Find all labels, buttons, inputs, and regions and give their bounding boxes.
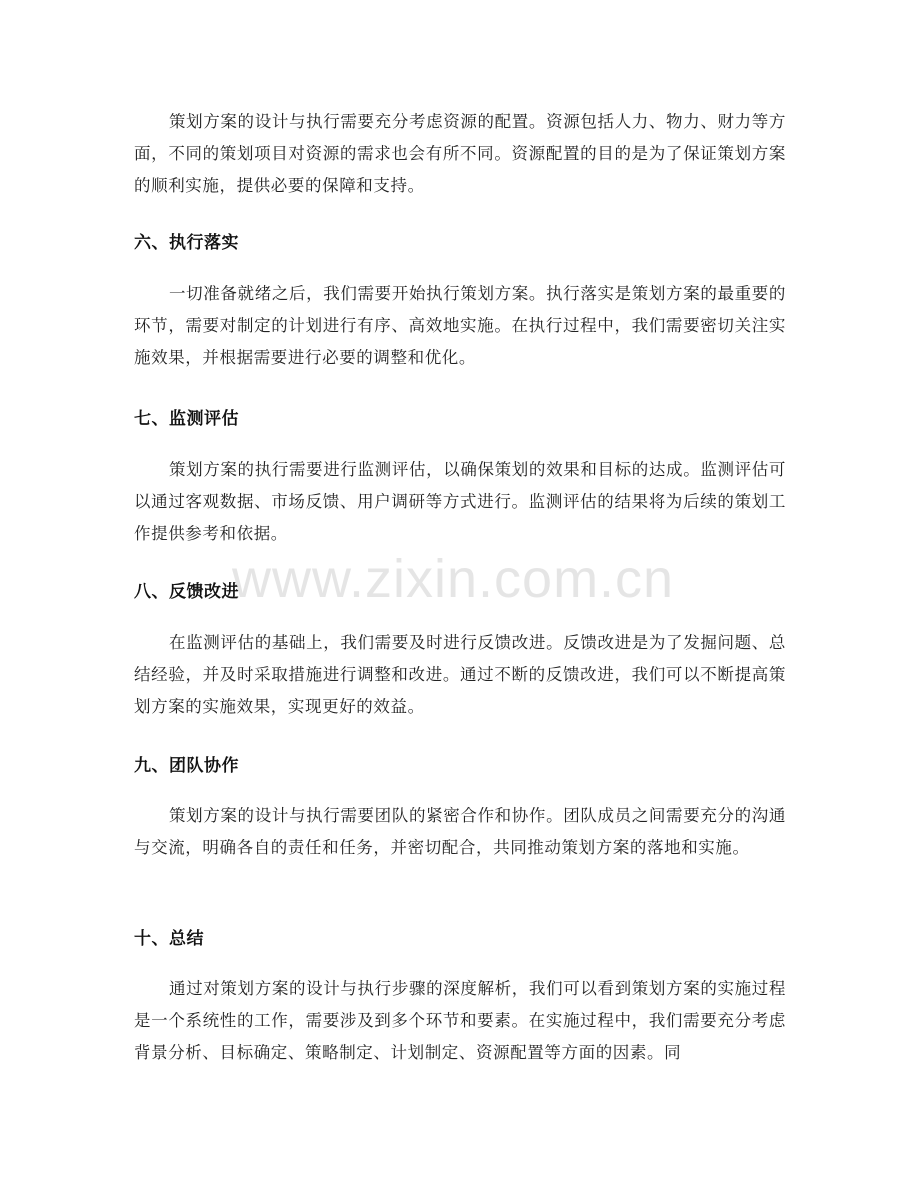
intro-paragraph: 策划方案的设计与执行需要充分考虑资源的配置。资源包括人力、物力、财力等方面，不同的策划项目对资源的需求也会有所不同。资源配置的目的是为了保证策划方案的顺利实施，提供必要的保障和支持。 [134, 112, 786, 195]
section-heading-6: 六、执行落实 [134, 233, 239, 253]
section-heading-10: 十、总结 [134, 929, 204, 949]
section-heading-8: 八、反馈改进 [134, 582, 239, 602]
section-paragraph-6: 一切准备就绪之后，我们需要开始执行策划方案。执行落实是策划方案的最重要的环节，需要对制定的计划进行有序、高效地实施。在执行过程中，我们需要密切关注实施效果，并根据需要进行必要的调整和优化。 [134, 284, 786, 367]
section-heading-7: 七、监测评估 [134, 409, 239, 429]
section-paragraph-8: 在监测评估的基础上，我们需要及时进行反馈改进。反馈改进是为了发掘问题、总结经验，并及时采取措施进行调整和改进。通过不断的反馈改进，我们可以不断提高策划方案的实施效果，实现更好的效益。 [134, 633, 786, 716]
section-paragraph-7: 策划方案的执行需要进行监测评估，以确保策划的效果和目标的达成。监测评估可以通过客观数据、市场反馈、用户调研等方式进行。监测评估的结果将为后续的策划工作提供参考和依据。 [134, 460, 786, 543]
watermark: www.zixin.com.cn [232, 549, 675, 609]
section-paragraph-10: 通过对策划方案的设计与执行步骤的深度解析，我们可以看到策划方案的实施过程是一个系统性的工作，需要涉及到多个环节和要素。在实施过程中，我们需要充分考虑背景分析、目标确定、策略制定、计划制定、资源配置等方面的因素。同 [134, 979, 786, 1062]
section-paragraph-9: 策划方案的设计与执行需要团队的紧密合作和协作。团队成员之间需要充分的沟通与交流，明确各自的责任和任务，并密切配合，共同推动策划方案的落地和实施。 [134, 806, 786, 857]
section-heading-9: 九、团队协作 [134, 756, 239, 776]
